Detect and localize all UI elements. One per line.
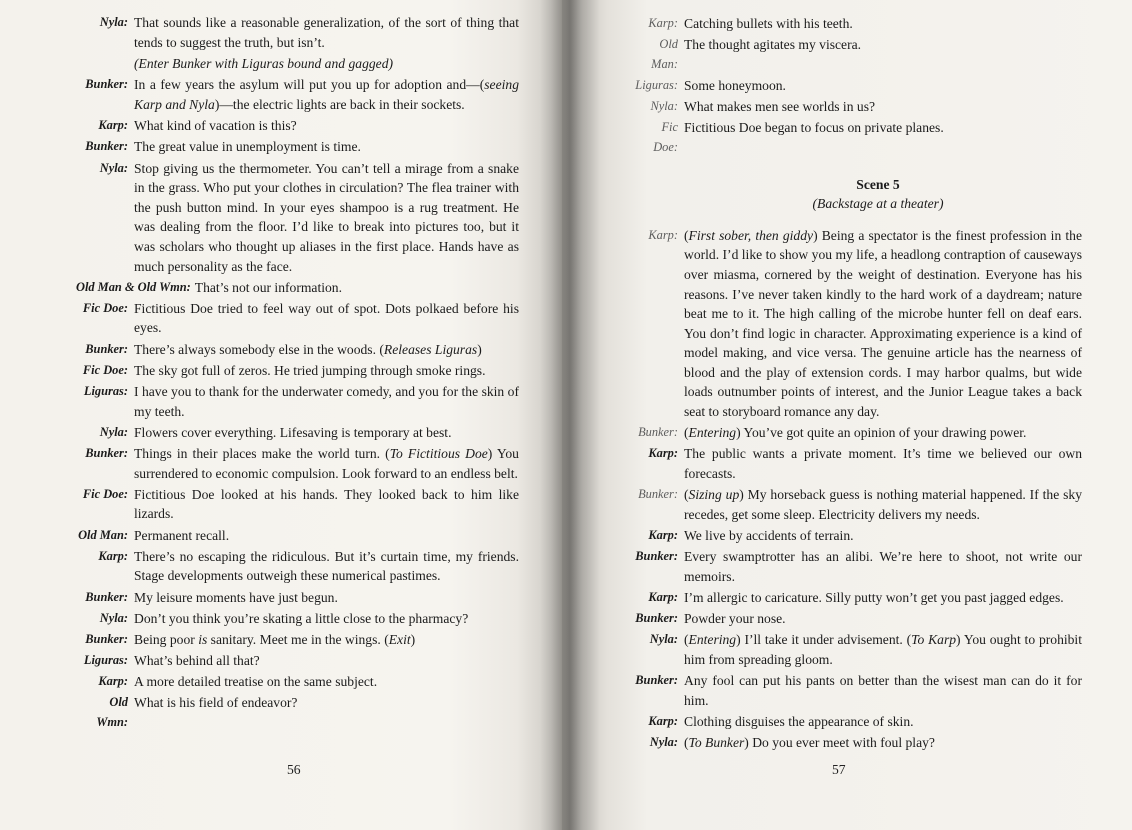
dialogue-text: (Entering) I’ll take it under advisement. (To Karp) You ought to prohibit him from spreading gloom. xyxy=(684,632,1082,667)
speaker-name: Nyla: xyxy=(99,15,128,29)
speaker-name: Old Man & Old Wmn: xyxy=(76,279,191,294)
dialogue-text: That sounds like a reasonable generalization, of the sort of thing that tends to suggest the truth, but isn’t. xyxy=(134,15,519,50)
dialogue-line xyxy=(634,547,1082,586)
speaker-name: Karp: xyxy=(98,118,128,133)
dialogue-text: Some honeymoon. xyxy=(684,77,786,93)
dialogue-line xyxy=(76,672,519,692)
right-page-text xyxy=(634,14,1082,754)
dialogue-line xyxy=(634,609,1082,629)
left-page-text xyxy=(76,13,519,734)
speaker-name: Karp: xyxy=(648,227,678,242)
speaker-name: Karp: xyxy=(98,548,128,563)
dialogue-line xyxy=(634,35,1082,74)
dialogue-text: The public wants a private moment. It’s time we believed our own forecasts. xyxy=(684,446,1082,482)
dialogue-line xyxy=(76,609,519,629)
speaker-name: Old Wmn: xyxy=(96,695,128,730)
dialogue-line xyxy=(76,382,519,421)
dialogue-text: My leisure moments have just begun. xyxy=(134,589,338,605)
dialogue-text: Fictitious Doe tried to feel way out of spot. Dots polkaed before his eyes. xyxy=(134,300,519,336)
scene-heading: Scene 5 xyxy=(856,176,900,192)
dialogue-text: (Sizing up) My horseback guess is nothing material happened. If the sky recedes, get some sleep. Electricity delivers my needs. xyxy=(684,487,1082,522)
left-page xyxy=(0,0,562,830)
speaker-name: Old Man: xyxy=(651,37,678,71)
dialogue-text: Being poor is sanitary. Meet me in the wings. (Exit) xyxy=(134,631,416,647)
speaker-name: Karp: xyxy=(648,16,678,30)
dialogue-line xyxy=(634,733,1082,753)
dialogue-line xyxy=(76,588,519,608)
speaker-name: Karp: xyxy=(648,713,678,728)
speaker-name: Karp: xyxy=(648,589,678,604)
dialogue-line xyxy=(76,340,519,360)
dialogue-line xyxy=(76,13,519,52)
speaker-name: Nyla: xyxy=(99,610,128,625)
dialogue-line xyxy=(76,526,519,546)
speaker-name: Fic Doe: xyxy=(82,362,128,377)
dialogue-line xyxy=(634,14,1082,34)
speaker-name: Karp: xyxy=(98,674,128,689)
speaker-name: Fic Doe: xyxy=(82,486,128,501)
dialogue-line xyxy=(634,97,1082,117)
dialogue-text: In a few years the asylum will put you up for adoption and—(seeing Karp and Nyla)—the electric lights are back in their sockets. xyxy=(134,77,519,112)
speaker-name: Bunker: xyxy=(635,673,678,688)
speaker-name: Liguras: xyxy=(83,653,128,668)
speaker-name: Liguras: xyxy=(83,384,128,399)
dialogue-text: Catching bullets with his teeth. xyxy=(684,16,853,31)
dialogue-line xyxy=(76,278,519,298)
dialogue-line xyxy=(634,118,1082,157)
dialogue-text: What is his field of endeavor? xyxy=(134,695,298,711)
dialogue-text: I have you to thank for the underwater comedy, and you for the skin of my teeth. xyxy=(134,384,519,419)
speaker-name: Nyla: xyxy=(649,735,678,750)
dialogue-line xyxy=(76,116,519,136)
dialogue-line xyxy=(76,630,519,650)
dialogue-line xyxy=(76,547,519,586)
speaker-name: Bunker: xyxy=(85,341,128,356)
dialogue-text: Fictitious Doe began to focus on private planes. xyxy=(684,120,944,136)
dialogue-text: Don’t you think you’re skating a little close to the pharmacy? xyxy=(134,610,469,626)
dialogue-line xyxy=(634,485,1082,524)
scene-setting: (Backstage at a theater) xyxy=(812,196,944,212)
dialogue-line xyxy=(634,76,1082,96)
speaker-name: Nyla: xyxy=(99,160,128,175)
dialogue-line xyxy=(634,526,1082,546)
dialogue-text: Powder your nose. xyxy=(684,611,786,627)
dialogue-line xyxy=(634,630,1082,669)
dialogue-text: There’s no escaping the ridiculous. But it’s curtain time, my friends. Stage developments outweigh these numerical pastimes. xyxy=(134,548,519,584)
speaker-name: Nyla: xyxy=(650,99,678,114)
dialogue-line xyxy=(76,444,519,483)
dialogue-text: A more detailed treatise on the same subject. xyxy=(134,674,378,690)
speaker-name: Nyla: xyxy=(649,632,678,647)
dialogue-text: The thought agitates my viscera. xyxy=(684,37,862,53)
dialogue-line xyxy=(634,423,1082,443)
dialogue-text: (Entering) You’ve got quite an opinion of your drawing power. xyxy=(684,425,1027,441)
speaker-name: Bunker: xyxy=(85,631,128,646)
dialogue-line xyxy=(76,693,519,732)
dialogue-text: I’m allergic to caricature. Silly putty won’t get you past jagged edges. xyxy=(684,589,1064,605)
dialogue-text: Things in their places make the world turn. (To Fictitious Doe) You surrendered to economic compulsion. Look forward to an endless belt. xyxy=(134,446,519,481)
dialogue-text: Any fool can put his pants on better than the wisest man can do it for him. xyxy=(684,673,1082,708)
speaker-name: Karp: xyxy=(648,446,678,461)
dialogue-line xyxy=(634,588,1082,608)
dialogue-text: Fictitious Doe looked at his hands. They looked back to him like lizards. xyxy=(134,486,519,522)
dialogue-text: What kind of vacation is this? xyxy=(134,118,297,134)
page-number-left: 56 xyxy=(287,762,301,777)
speaker-name: Liguras: xyxy=(635,77,678,92)
page-number-right: 57 xyxy=(832,762,846,777)
stage-direction: (Enter Bunker with Liguras bound and gagged) xyxy=(134,55,394,71)
dialogue-text: Permanent recall. xyxy=(134,527,230,543)
dialogue-line xyxy=(76,361,519,381)
dialogue-line xyxy=(76,137,519,157)
speaker-name: Bunker: xyxy=(638,425,678,440)
dialogue-text: We live by accidents of terrain. xyxy=(684,528,854,543)
speaker-name: Bunker: xyxy=(85,446,128,460)
speaker-name: Bunker: xyxy=(635,611,678,626)
dialogue-text: The great value in unemployment is time. xyxy=(134,139,361,155)
dialogue-line xyxy=(634,671,1082,710)
dialogue-line xyxy=(634,444,1082,483)
dialogue-line xyxy=(76,299,519,338)
speaker-name: Bunker: xyxy=(635,549,678,564)
speaker-name: Bunker: xyxy=(638,487,678,502)
speaker-name: Karp: xyxy=(648,528,678,542)
dialogue-line xyxy=(76,651,519,671)
speaker-name: Bunker: xyxy=(85,139,128,154)
dialogue-text: (To Bunker) Do you ever meet with foul play? xyxy=(684,735,935,751)
speaker-name: Bunker: xyxy=(85,589,128,604)
speaker-name: Old Man: xyxy=(78,527,128,542)
speaker-name: Bunker: xyxy=(85,77,128,92)
dialogue-line xyxy=(634,226,1082,422)
dialogue-line xyxy=(634,712,1082,732)
dialogue-text: What makes men see worlds in us? xyxy=(684,99,876,115)
dialogue-line xyxy=(76,485,519,524)
dialogue-text: (First sober, then giddy) Being a spectator is the finest profession in the world. I’d like to show you my life, a headlong contraption of causeways over miasma, cornered by the weight of destination. Everyone has his reasons. I’ve never taken kindly to the hard work of a daydream; nature beat me to it. The high calling of the microbe hunter fell on deaf ears. You don’t find logic in character. Approximating experience is a kind of model making, and vice versa. The genuine article has the nearness of blood and the play of extension cords. I may harbor qualms, but wide loads outnumber points of interest, and the Junior League takes a back seat to storyboard romance any day. xyxy=(684,227,1082,420)
speaker-name: Fic Doe: xyxy=(82,300,128,315)
dialogue-line xyxy=(76,423,519,443)
dialogue-text: That’s not our information. xyxy=(194,279,343,295)
dialogue-text: There’s always somebody else in the woods. (Releases Liguras) xyxy=(134,341,482,357)
right-page xyxy=(562,0,1132,830)
dialogue-text: The sky got full of zeros. He tried jumping through smoke rings. xyxy=(134,362,486,378)
right-page-top-dialogue xyxy=(634,14,1082,158)
dialogue-line xyxy=(76,159,519,277)
dialogue-text: Flowers cover everything. Lifesaving is temporary at best. xyxy=(134,424,452,440)
dialogue-text: Stop giving us the thermometer. You can’t tell a mirage from a snake in the grass. Who put your clothes in circulation? The flea trainer with the push button mind. In your eyes shampoo is a rug treatment. He was dealing from the floor. I’d like to break into pictures too, but it was scholars who thought up aliases in the first place. Hands have as much personality as the face. xyxy=(134,160,519,274)
right-page-dialogue xyxy=(634,226,1082,753)
dialogue-line xyxy=(76,75,519,114)
speaker-name: Fic Doe: xyxy=(653,120,678,154)
speaker-name: Nyla: xyxy=(99,424,128,439)
dialogue-text: Clothing disguises the appearance of skin. xyxy=(684,713,914,729)
dialogue-text: Every swamptrotter has an alibi. We’re here to shoot, not write our memoirs. xyxy=(684,549,1082,584)
dialogue-text: What’s behind all that? xyxy=(134,653,260,669)
